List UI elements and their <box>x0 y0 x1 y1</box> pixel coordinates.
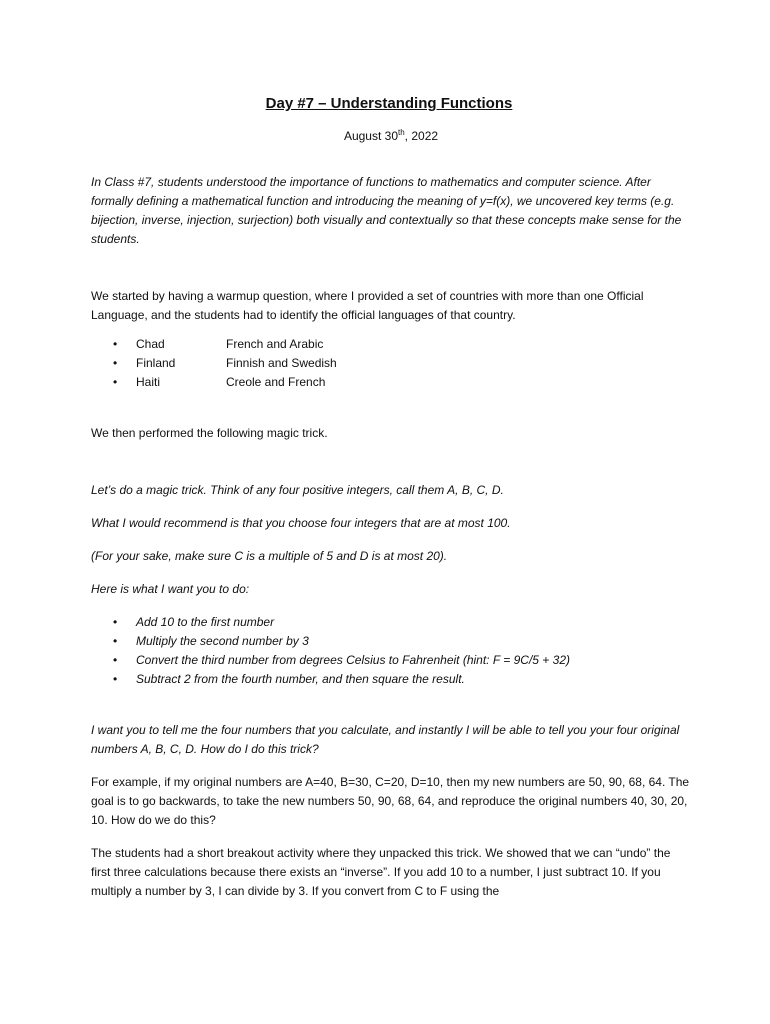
bullet-icon: • <box>113 337 118 351</box>
country-languages: Finnish and Swedish <box>226 356 337 370</box>
list-item <box>91 632 691 651</box>
step-list <box>91 613 691 689</box>
page-title: Day #7 – Understanding Functions <box>265 95 513 112</box>
country-list <box>91 335 691 392</box>
trick-paragraph-4: Here is what I want you to do: <box>91 582 250 596</box>
document-date <box>91 125 691 144</box>
intro-paragraph: In Class #7, students understood the importance of functions to mathematics and computer science. After formally defining a mathematical function and introducing the meaning of y=f(x), we uncovered key terms (e.g. bijection, inverse, injection, surjection) both visually and contextually so that these concepts make sense for the students. <box>91 175 682 246</box>
country-languages: French and Arabic <box>226 337 324 351</box>
tell-paragraph: I want you to tell me the four numbers that you calculate, and instantly I will be able to tell you your four original numbers A, B, C, D. How do I do this trick? <box>91 723 680 756</box>
bullet-icon: • <box>113 615 118 629</box>
country-name: Chad <box>136 337 165 351</box>
trick-paragraph-1: Let’s do a magic trick. Think of any four positive integers, call them A, B, C, D. <box>91 483 504 497</box>
date-superscript: th <box>398 128 405 137</box>
list-item <box>91 613 691 632</box>
bullet-icon: • <box>113 634 118 648</box>
list-item <box>91 373 691 392</box>
step-text: Add 10 to the first number <box>136 615 275 629</box>
country-name: Haiti <box>136 375 161 389</box>
date-tail: , 2022 <box>404 129 439 143</box>
breakout-paragraph: The students had a short breakout activity where they unpacked this trick. We showed that we can “undo” the first three calculations because there exists an “inverse”. If you add 10 to a number, I just subtract 10. If you multiply a number by 3, I can divide by 3. If you convert from C to F using the <box>91 846 671 898</box>
step-text: Subtract 2 from the fourth number, and then square the result. <box>136 672 465 686</box>
warmup-paragraph: We started by having a warmup question, where I provided a set of countries with more than one Official Language, and the students had to identify the official languages of that country. <box>91 289 644 322</box>
list-item <box>91 651 691 670</box>
bullet-icon: • <box>113 672 118 686</box>
trick-paragraph-2: What I would recommend is that you choose four integers that are at most 100. <box>91 516 511 530</box>
list-item <box>91 335 691 354</box>
country-name: Finland <box>136 356 176 370</box>
magic-intro-paragraph: We then performed the following magic trick. <box>91 426 328 440</box>
example-paragraph: For example, if my original numbers are A=40, B=30, C=20, D=10, then my new numbers are 50, 90, 68, 64. The goal is to go backwards, to take the new numbers 50, 90, 68, 64, and reproduce the original numbers 40, 30, 20, 10. How do we do this? <box>91 775 690 827</box>
step-text: Multiply the second number by 3 <box>136 634 309 648</box>
list-item <box>91 354 691 373</box>
list-item <box>91 670 691 689</box>
country-languages: Creole and French <box>226 375 326 389</box>
document-content <box>91 93 691 901</box>
bullet-icon: • <box>113 653 118 667</box>
trick-paragraph-3: (For your sake, make sure C is a multiple of 5 and D is at most 20). <box>91 549 448 563</box>
bullet-icon: • <box>113 356 118 370</box>
bullet-icon: • <box>113 375 118 389</box>
date-main: August 30 <box>343 129 398 143</box>
step-text: Convert the third number from degrees Celsius to Fahrenheit (hint: F = 9C/5 + 32) <box>136 653 570 667</box>
